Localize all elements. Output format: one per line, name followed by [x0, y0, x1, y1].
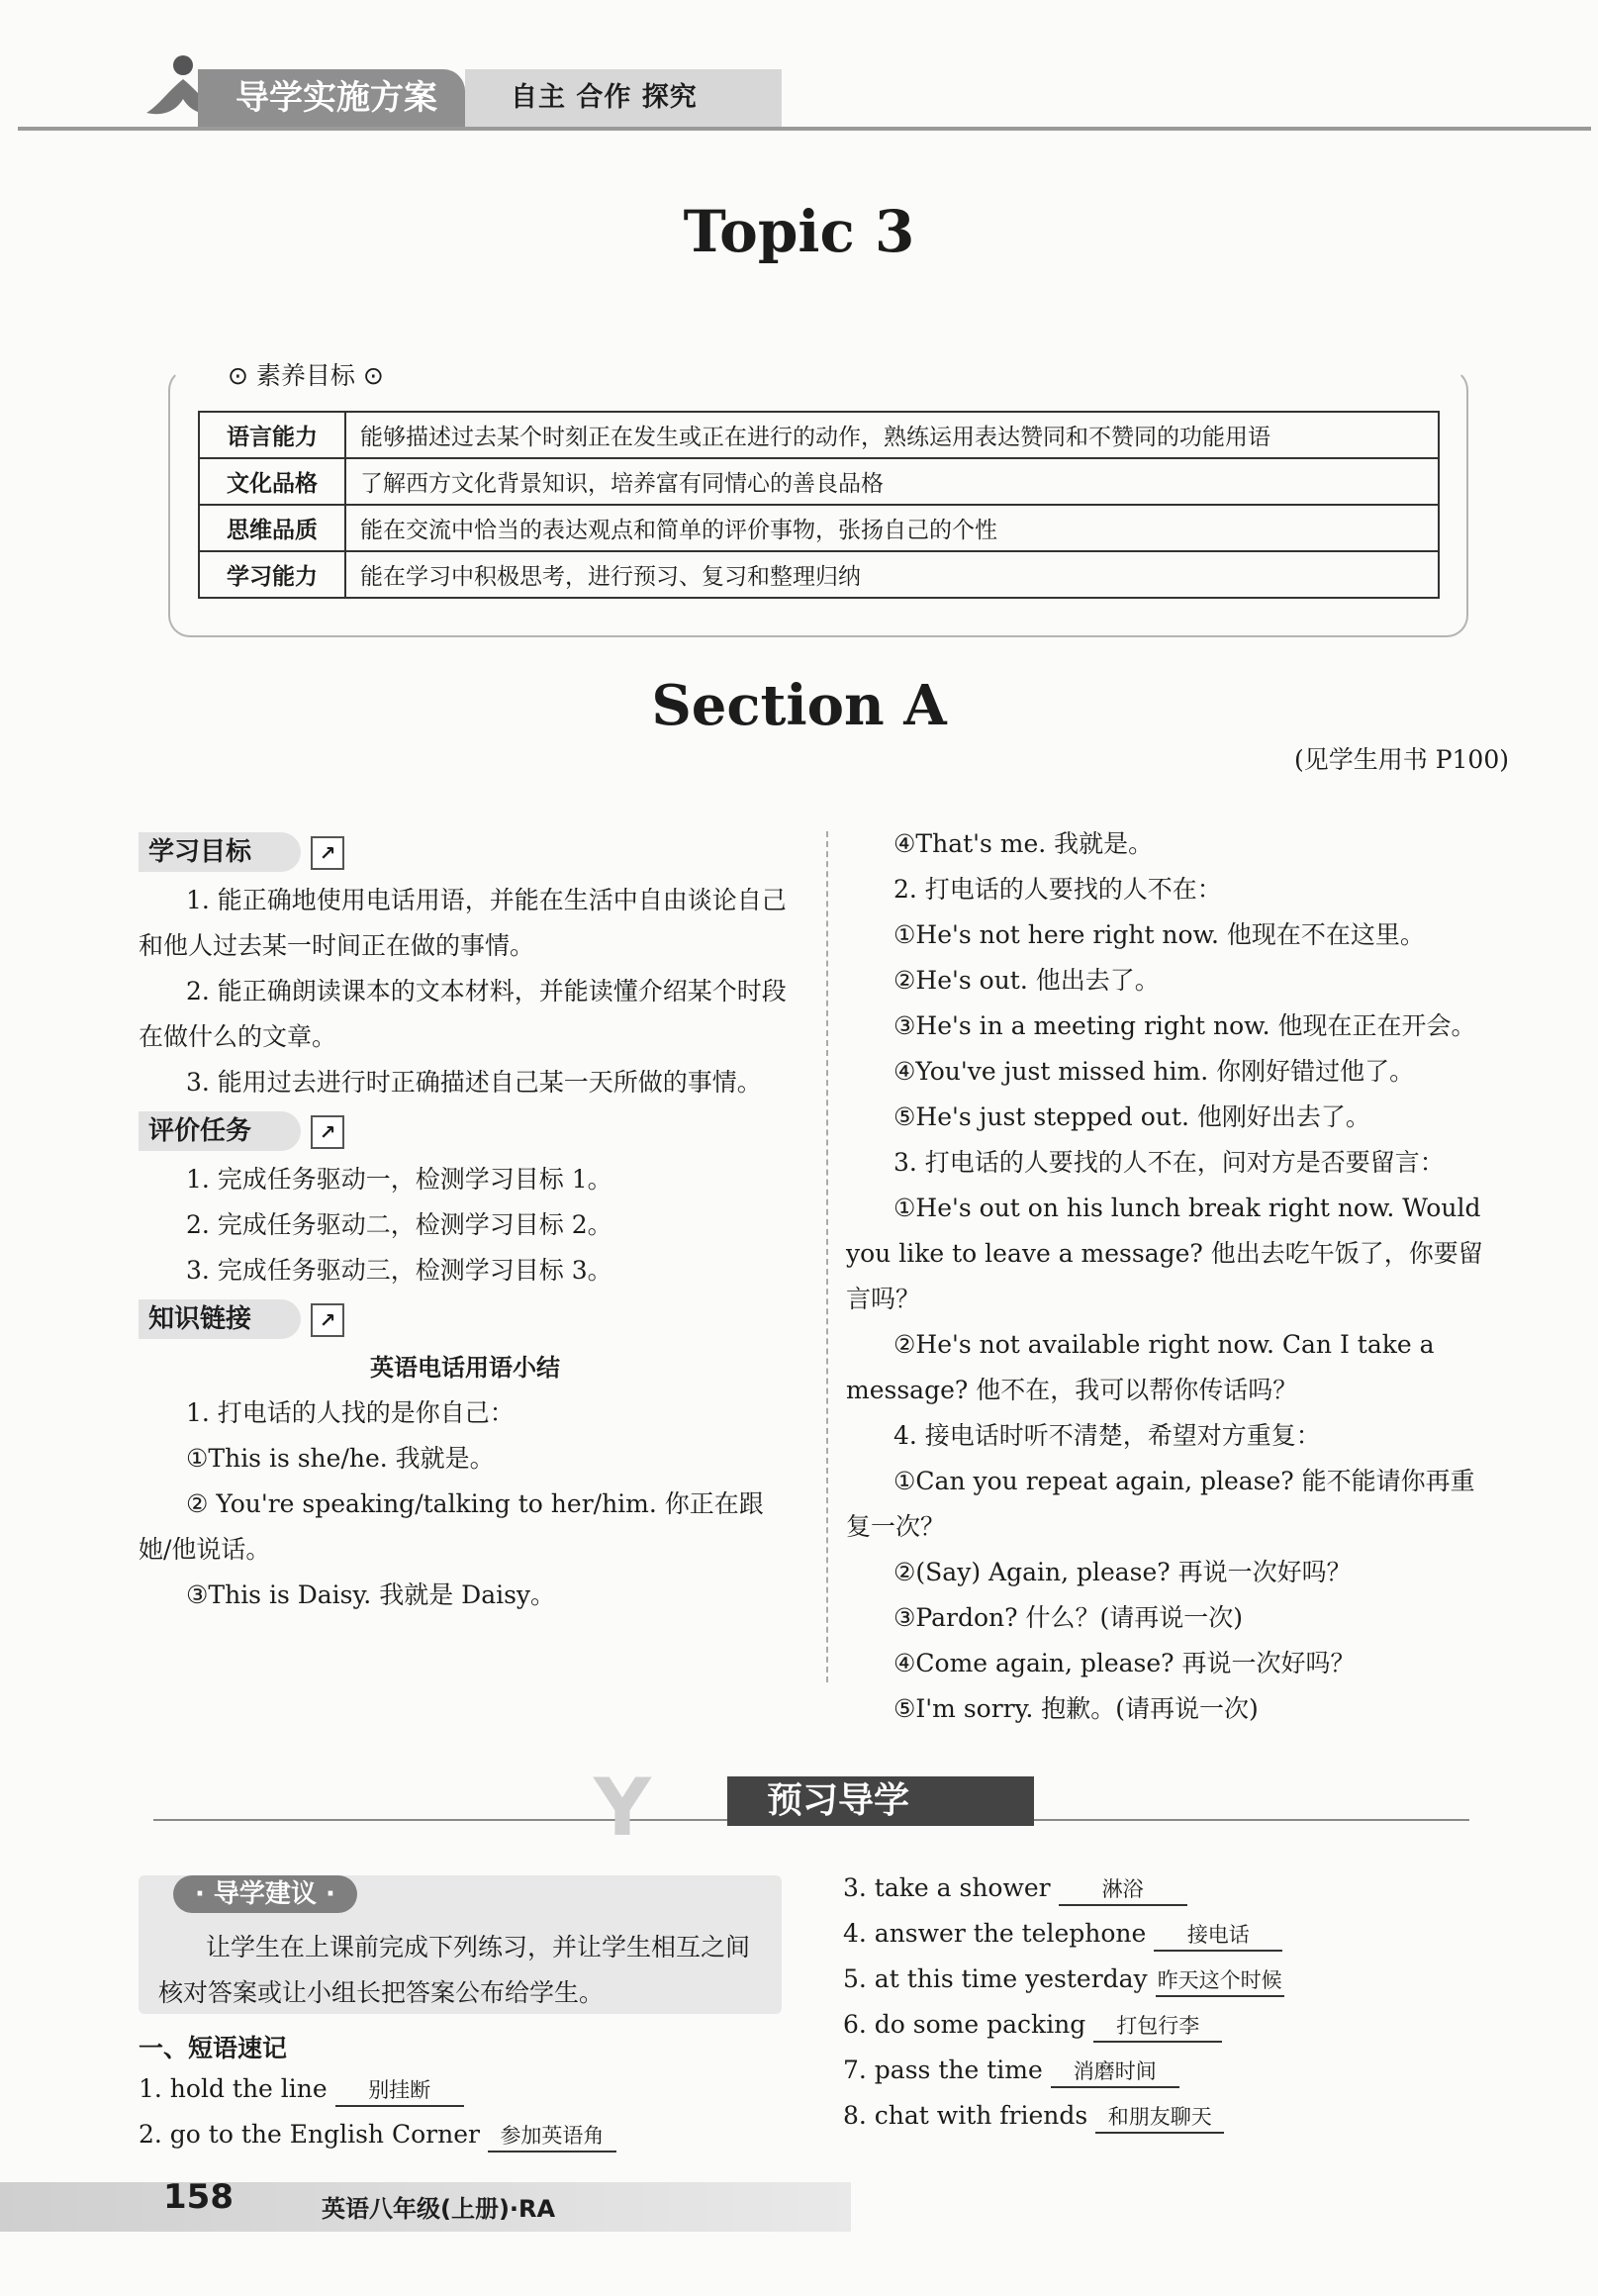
list-item: 2. 打电话的人要找的人不在：	[893, 875, 1222, 904]
list-item: ②(Say) Again, please? 再说一次好吗？	[893, 1558, 1352, 1586]
column-divider	[826, 831, 828, 1682]
advice-text: 让学生在上课前完成下列练习，并让学生相互之间核对答案或让小组长把答案公布给学生。	[158, 1933, 751, 2007]
list-item: ④Come again, please? 再说一次好吗？	[893, 1649, 1356, 1677]
answer-blank: 参加英语角	[488, 2121, 616, 2152]
list-item: 7. pass the time 消磨时间	[843, 2048, 1536, 2093]
arrow-icon: ↗	[311, 836, 344, 870]
goals-title: ⊙ 素养目标 ⊙	[218, 356, 394, 392]
topic-title: Topic 3	[683, 198, 915, 265]
answer-blank: 和朋友聊天	[1095, 2102, 1224, 2134]
phrase-section-title: 一、短语速记	[139, 2034, 288, 2062]
list-item: ①Can you repeat again, please? 能不能请你再重复一次？	[846, 1467, 1475, 1541]
list-item: 2. go to the English Corner 参加英语角	[139, 2112, 792, 2157]
list-item: 2. 能正确朗读课本的文本材料，并能读懂介绍某个时段在做什么的文章。	[139, 977, 787, 1051]
page-number: 158	[163, 2177, 234, 2217]
answer-blank: 昨天这个时候	[1156, 1965, 1284, 1997]
tag-evaluation: 评价任务 ↗	[139, 1111, 301, 1151]
list-item: 3. 完成任务驱动三，检测学习目标 3。	[186, 1256, 612, 1285]
list-item: 1. hold the line 别挂断	[139, 2066, 792, 2112]
list-item: 4. answer the telephone 接电话	[843, 1911, 1536, 1957]
header-subtitle: 自主 合作 探究	[465, 69, 782, 127]
table-row: 语言能力 能够描述过去某个时刻正在发生或正在进行的动作，熟练运用表达赞同和不赞同的功能用语	[199, 412, 1439, 458]
answer-blank: 打包行李	[1093, 2011, 1222, 2043]
banner-letter: Y	[594, 1762, 651, 1854]
list-item: ③This is Daisy. 我就是 Daisy。	[186, 1580, 556, 1609]
section-title: Section A	[651, 673, 947, 738]
list-item: ⑤I'm sorry. 抱歉。(请再说一次)	[893, 1694, 1259, 1723]
advice-tag: · 导学建议 ·	[173, 1875, 357, 1913]
knowledge-title: 英语电话用语小结	[370, 1354, 560, 1382]
list-item: ② You're speaking/talking to her/him. 你正在跟她/他说话。	[139, 1489, 764, 1564]
list-item: 3. take a shower 淋浴	[843, 1866, 1536, 1911]
list-item: ①He's out on his lunch break right now. Would you like to leave a message? 他出去吃午饭了，你要留言吗？	[846, 1194, 1483, 1313]
table-row: 学习能力 能在学习中积极思考，进行预习、复习和整理归纳	[199, 551, 1439, 598]
phrases-left	[139, 2066, 792, 2157]
header-rule	[18, 127, 1591, 131]
right-column	[846, 821, 1499, 1732]
arrow-icon: ↗	[311, 1115, 344, 1149]
answer-blank: 消磨时间	[1051, 2057, 1179, 2088]
header-tab: 导学实施方案	[198, 69, 465, 127]
table-row: 思维品质 能在交流中恰当的表达观点和简单的评价事物，张扬自己的个性	[199, 505, 1439, 551]
list-item: 3. 能用过去进行时正确描述自己某一天所做的事情。	[186, 1068, 762, 1097]
list-item: ①He's not here right now. 他现在不在这里。	[893, 920, 1425, 949]
page-reference: (见学生用书 P100)	[1294, 745, 1509, 774]
list-item: 6. do some packing 打包行李	[843, 2002, 1536, 2048]
list-item: ③He's in a meeting right now. 他现在正在开会。	[893, 1011, 1476, 1040]
arrow-icon: ↗	[311, 1303, 344, 1337]
list-item: 3. 打电话的人要找的人不在，问对方是否要留言：	[893, 1148, 1445, 1177]
tag-knowledge-link: 知识链接 ↗	[139, 1299, 301, 1339]
list-item: 5. at this time yesterday 昨天这个时候	[843, 1957, 1536, 2002]
list-item: ②He's out. 他出去了。	[893, 966, 1160, 995]
list-item: 1. 能正确地使用电话用语，并能在生活中自由谈论自己和他人过去某一时间正在做的事情。	[139, 886, 787, 960]
list-item: 2. 完成任务驱动二，检测学习目标 2。	[186, 1210, 612, 1239]
list-item: 8. chat with friends 和朋友聊天	[843, 2093, 1536, 2139]
answer-blank: 接电话	[1154, 1920, 1282, 1952]
left-column	[139, 826, 792, 1618]
list-item: ⑤He's just stepped out. 他刚好出去了。	[893, 1102, 1370, 1131]
goals-table	[198, 411, 1440, 599]
list-item: 4. 接电话时听不清楚，希望对方重复：	[893, 1421, 1321, 1450]
table-row: 文化品格 了解西方文化背景知识，培养富有同情心的善良品格	[199, 458, 1439, 505]
tag-learning-goals: 学习目标 ↗	[139, 832, 301, 872]
list-item: ②He's not available right now. Can I take a message? 他不在，我可以帮你传话吗？	[846, 1330, 1435, 1404]
list-item: ④That's me. 我就是。	[893, 829, 1154, 858]
list-item: ③Pardon? 什么？(请再说一次)	[893, 1603, 1243, 1632]
phrases-right	[843, 1866, 1536, 2139]
list-item: 1. 完成任务驱动一，检测学习目标 1。	[186, 1165, 612, 1194]
answer-blank: 淋浴	[1059, 1874, 1187, 1906]
book-title: 英语八年级(上册)·RA	[322, 2195, 556, 2223]
list-item: ④You've just missed him. 你刚好错过他了。	[893, 1057, 1415, 1086]
answer-blank: 别挂断	[335, 2075, 464, 2107]
list-item: 1. 打电话的人找的是你自己：	[186, 1398, 515, 1427]
list-item: ①This is she/he. 我就是。	[186, 1444, 495, 1473]
preview-banner: 预习导学	[727, 1776, 1034, 1826]
